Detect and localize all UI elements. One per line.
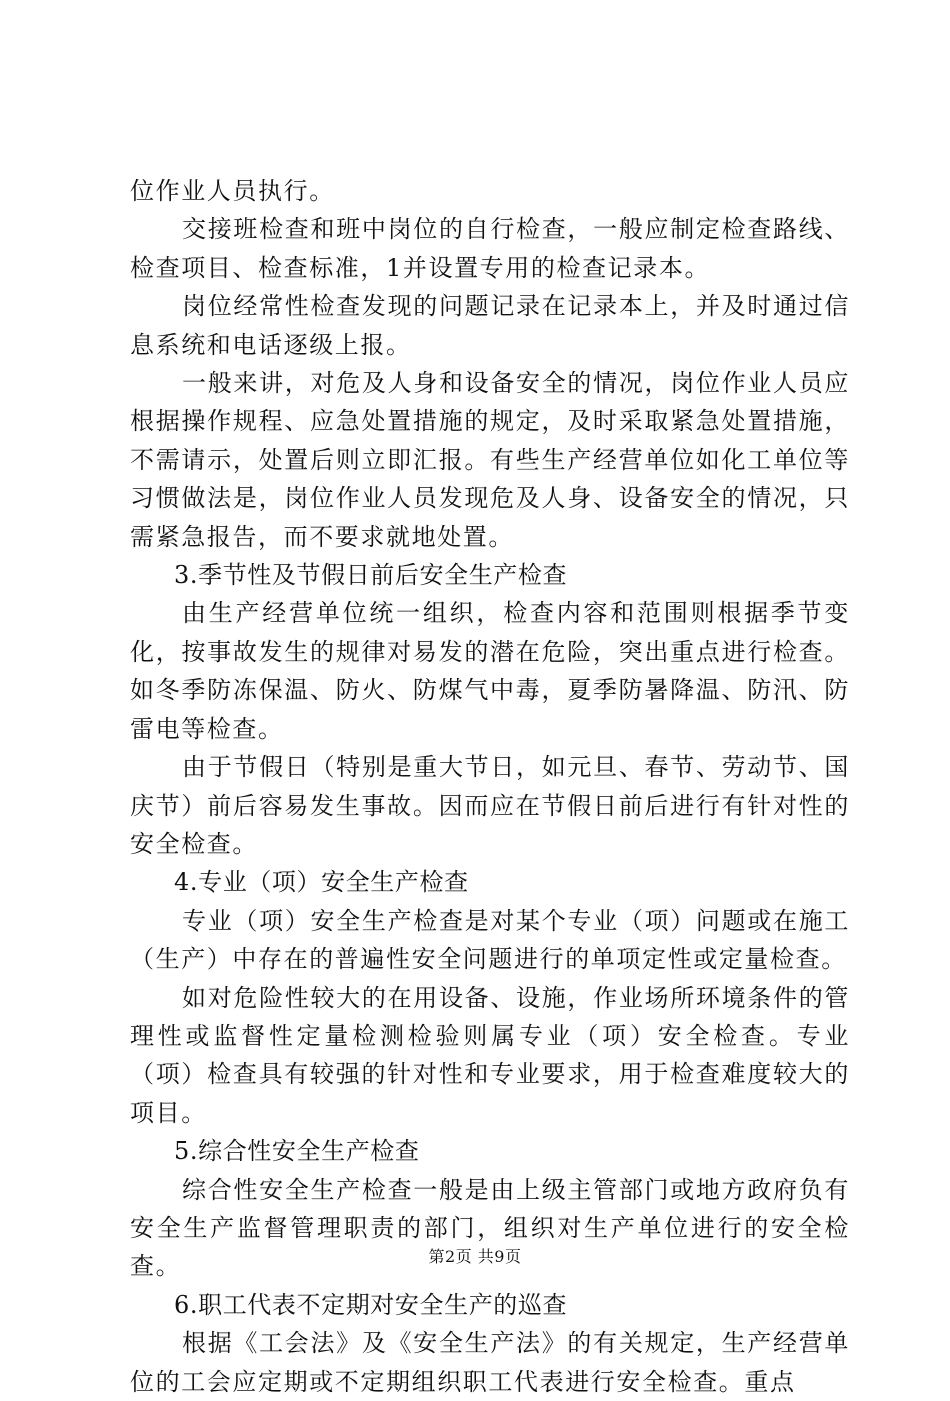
section-heading: 4.专业（项）安全生产检查 [174, 868, 469, 897]
paragraph: 岗位经常性检查发现的问题记录在记录本上，并及时通过信息系统和电话逐级上报。 [130, 292, 850, 359]
section-heading: 3.季节性及节假日前后安全生产检查 [174, 561, 568, 590]
section-heading: 6.职工代表不定期对安全生产的巡查 [174, 1290, 568, 1319]
paragraph: 如对危险性较大的在用设备、设施，作业场所环境条件的管理性或监督性定量检测检验则属专业（项）安全检查。专业（项）检查具有较强的针对性和专业要求，用于检查难度较大的项目。 [130, 983, 850, 1127]
paragraph: 由于节假日（特别是重大节日，如元旦、春节、劳动节、国庆节）前后容易发生事故。因而应在节假日前后进行有针对性的安全检查。 [130, 753, 850, 858]
document-body [130, 172, 850, 1401]
section-heading: 5.综合性安全生产检查 [174, 1137, 420, 1166]
paragraph-continued: 位作业人员执行。 [130, 177, 335, 205]
paragraph: 交接班检查和班中岗位的自行检查，一般应制定检查路线、检查项目、检查标准，1并设置专用的检查记录本。 [130, 215, 850, 282]
paragraph: 综合性安全生产检查一般是由上级主管部门或地方政府负有安全生产监督管理职责的部门，组织对生产单位进行的安全检查。 [130, 1175, 850, 1281]
paragraph: 由生产经营单位统一组织，检查内容和范围则根据季节变化，按事故发生的规律对易发的潜在危险，突出重点进行检查。如冬季防冻保温、防火、防煤气中毒，夏季防暑降温、防汛、防雷电等检查。 [130, 599, 850, 743]
paragraph: 专业（项）安全生产检查是对某个专业（项）问题或在施工（生产）中存在的普遍性安全问题进行的单项定性或定量检查。 [130, 906, 850, 974]
page-number-footer: 第2页 共9页 [428, 1247, 522, 1266]
paragraph: 根据《工会法》及《安全生产法》的有关规定，生产经营单位的工会应定期或不定期组织职工代表进行安全检查。重点 [130, 1329, 850, 1396]
paragraph: 一般来讲，对危及人身和设备安全的情况，岗位作业人员应根据操作规程、应急处置措施的规定，及时采取紧急处置措施，不需请示，处置后则立即汇报。有些生产经营单位如化工单位等习惯做法是，岗位作业人员发现危及人身、设备安全的情况，只需紧急报告，而不要求就地处置。 [130, 369, 850, 551]
